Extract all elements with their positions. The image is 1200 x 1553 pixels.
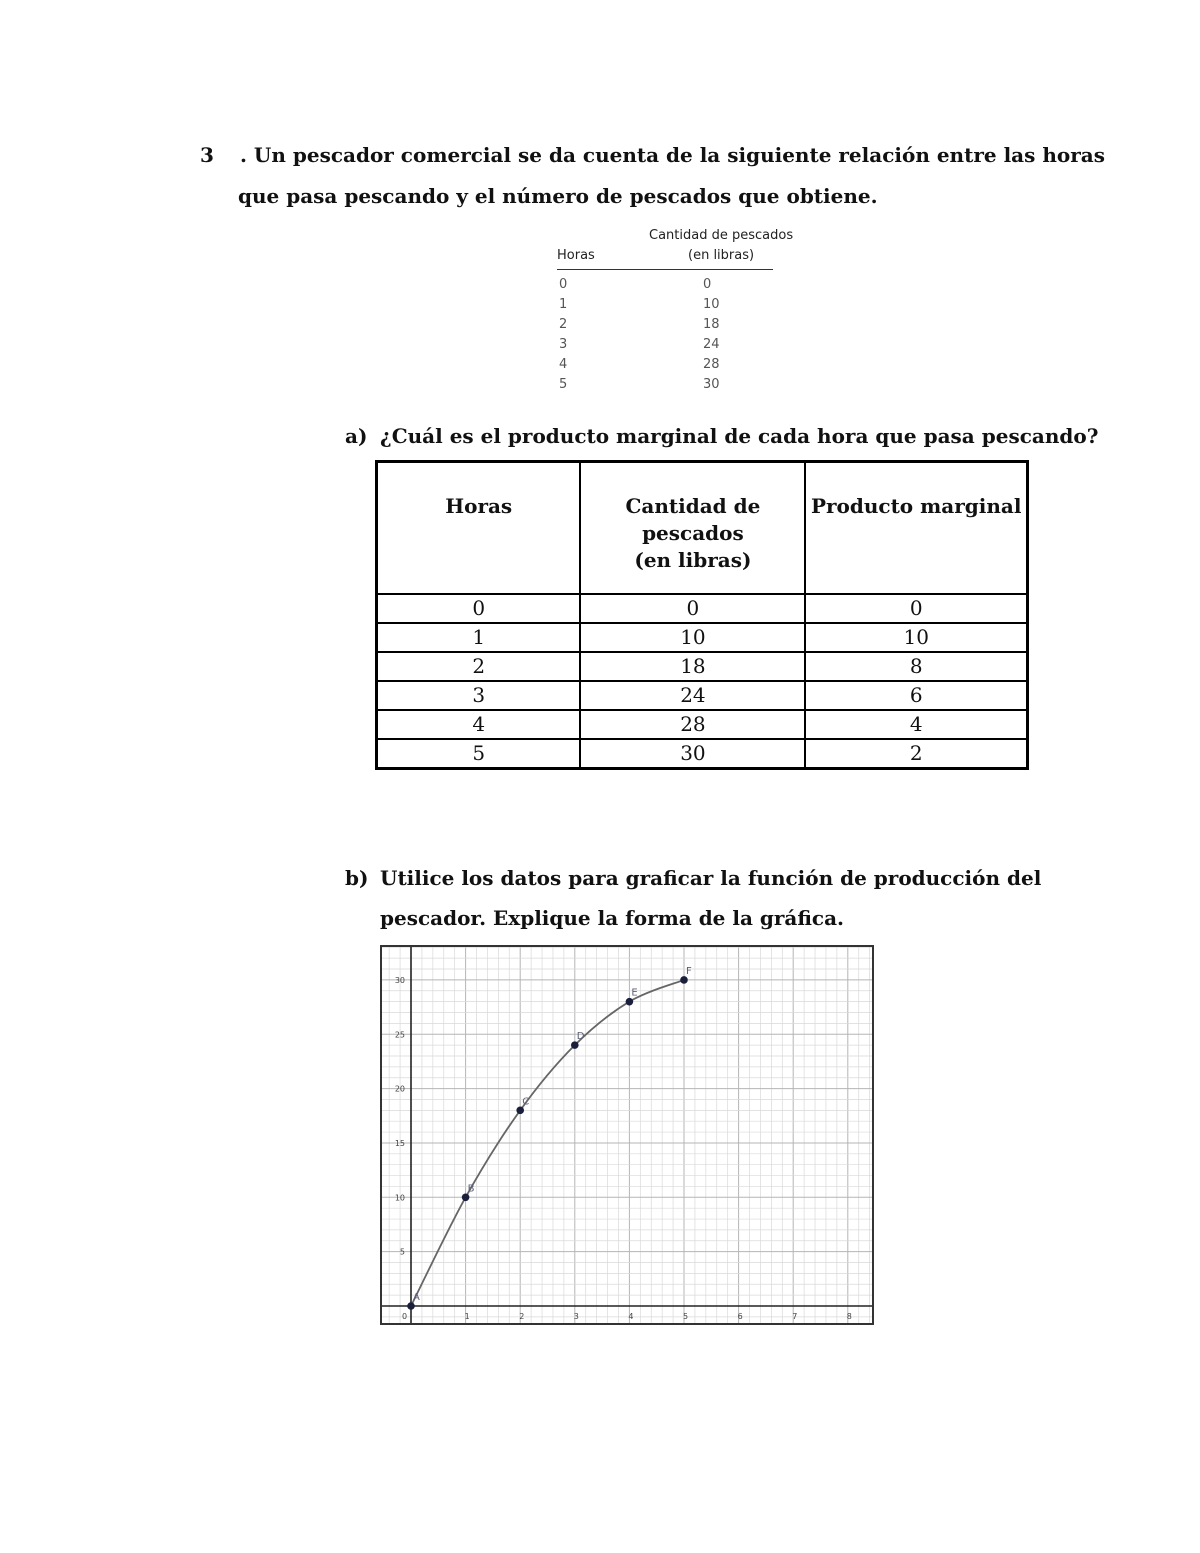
marginal-cell: 6 bbox=[805, 681, 1027, 710]
table-row bbox=[377, 652, 1028, 681]
point-label: F bbox=[686, 965, 692, 977]
data-point bbox=[680, 976, 688, 984]
quantity-cell: 10 bbox=[580, 623, 805, 652]
point-label: C bbox=[522, 1096, 530, 1108]
table-row bbox=[377, 710, 1028, 739]
source-header-rule bbox=[557, 269, 773, 270]
y-tick-label: 20 bbox=[394, 1084, 405, 1094]
point-label: A bbox=[413, 1292, 420, 1303]
hours-cell: 2 bbox=[377, 652, 581, 681]
source-header-quantity-unit: (en libras) bbox=[688, 248, 755, 263]
source-row bbox=[557, 357, 773, 377]
hours-cell: 1 bbox=[377, 623, 581, 652]
header-quantity bbox=[580, 462, 805, 594]
point-label: E bbox=[631, 987, 638, 999]
hours-cell: 4 bbox=[377, 710, 581, 739]
table-row bbox=[377, 594, 1028, 623]
quantity-cell: 24 bbox=[580, 681, 805, 710]
source-row bbox=[557, 297, 773, 317]
marginal-cell: 8 bbox=[805, 652, 1027, 681]
source-row bbox=[557, 277, 773, 297]
y-tick-label: 25 bbox=[394, 1030, 405, 1040]
source-quantity-cell: 0 bbox=[703, 277, 712, 292]
source-header-hours: Horas bbox=[557, 248, 595, 263]
x-tick-label: 4 bbox=[628, 1312, 634, 1321]
source-header-quantity: Cantidad de pescados bbox=[649, 228, 794, 243]
table-row bbox=[377, 681, 1028, 710]
table-row bbox=[377, 739, 1028, 769]
source-hours-cell: 4 bbox=[559, 357, 568, 372]
x-tick-label: 3 bbox=[573, 1312, 579, 1321]
header-marginal-product: Producto marginal bbox=[805, 462, 1027, 594]
question-text-line2: que pasa pescando y el número de pescados que obtiene. bbox=[238, 184, 878, 208]
source-row bbox=[557, 337, 773, 357]
header-hours: Horas bbox=[377, 462, 581, 594]
point-label: B bbox=[467, 1183, 475, 1195]
source-row bbox=[557, 317, 773, 337]
hours-cell: 5 bbox=[377, 739, 581, 769]
source-quantity-cell: 18 bbox=[703, 317, 720, 332]
quantity-cell: 28 bbox=[580, 710, 805, 739]
table-row bbox=[377, 623, 1028, 652]
data-point bbox=[571, 1041, 579, 1049]
x-tick-label: 0 bbox=[402, 1312, 408, 1321]
y-tick-label: 30 bbox=[394, 975, 405, 985]
part-b-question-line2: pescador. Explique la forma de la gráfica. bbox=[380, 906, 845, 930]
quantity-cell: 30 bbox=[580, 739, 805, 769]
quantity-cell: 0 bbox=[580, 594, 805, 623]
question-number: 3 bbox=[200, 143, 214, 167]
marginal-product-table bbox=[375, 460, 1029, 770]
header-quantity-line: (en libras) bbox=[634, 548, 752, 572]
y-tick-label: 5 bbox=[399, 1247, 405, 1257]
data-point bbox=[626, 998, 634, 1006]
y-tick-label: 10 bbox=[394, 1193, 405, 1203]
source-quantity-cell: 28 bbox=[703, 357, 720, 372]
quantity-cell: 18 bbox=[580, 652, 805, 681]
header-quantity-line: pescados bbox=[642, 521, 744, 545]
marginal-cell: 4 bbox=[805, 710, 1027, 739]
source-row bbox=[557, 377, 773, 397]
data-point bbox=[516, 1107, 524, 1115]
chart-svg bbox=[380, 945, 874, 1325]
data-point bbox=[462, 1194, 470, 1202]
x-tick-label: 5 bbox=[683, 1312, 689, 1321]
source-hours-cell: 3 bbox=[559, 337, 568, 352]
marginal-cell: 2 bbox=[805, 739, 1027, 769]
source-quantity-cell: 24 bbox=[703, 337, 720, 352]
x-tick-label: 8 bbox=[846, 1312, 852, 1321]
source-hours-cell: 2 bbox=[559, 317, 568, 332]
marginal-cell: 10 bbox=[805, 623, 1027, 652]
source-hours-cell: 0 bbox=[559, 277, 568, 292]
source-hours-cell: 1 bbox=[559, 297, 568, 312]
part-b-question-line1: Utilice los datos para graficar la función de producción del bbox=[380, 866, 1042, 890]
table-header-row bbox=[377, 462, 1028, 594]
part-a-question: ¿Cuál es el producto marginal de cada hora que pasa pescando? bbox=[380, 424, 1099, 448]
x-tick-label: 1 bbox=[464, 1312, 470, 1321]
header-quantity-line: Cantidad de bbox=[625, 494, 761, 518]
part-b-letter: b) bbox=[345, 866, 369, 890]
source-quantity-cell: 10 bbox=[703, 297, 720, 312]
marginal-cell: 0 bbox=[805, 594, 1027, 623]
data-point bbox=[407, 1302, 415, 1310]
x-tick-label: 7 bbox=[792, 1312, 798, 1321]
source-hours-cell: 5 bbox=[559, 377, 568, 392]
hours-cell: 0 bbox=[377, 594, 581, 623]
production-function-chart bbox=[380, 945, 874, 1325]
hours-cell: 3 bbox=[377, 681, 581, 710]
question-text-line1: . Un pescador comercial se da cuenta de la siguiente relación entre las horas bbox=[240, 143, 1105, 167]
x-tick-label: 2 bbox=[519, 1312, 525, 1321]
source-rows bbox=[557, 277, 773, 397]
source-quantity-cell: 30 bbox=[703, 377, 720, 392]
point-label: D bbox=[576, 1031, 585, 1043]
part-a-letter: a) bbox=[345, 424, 368, 448]
x-tick-label: 6 bbox=[737, 1312, 743, 1321]
y-tick-label: 15 bbox=[394, 1138, 405, 1148]
